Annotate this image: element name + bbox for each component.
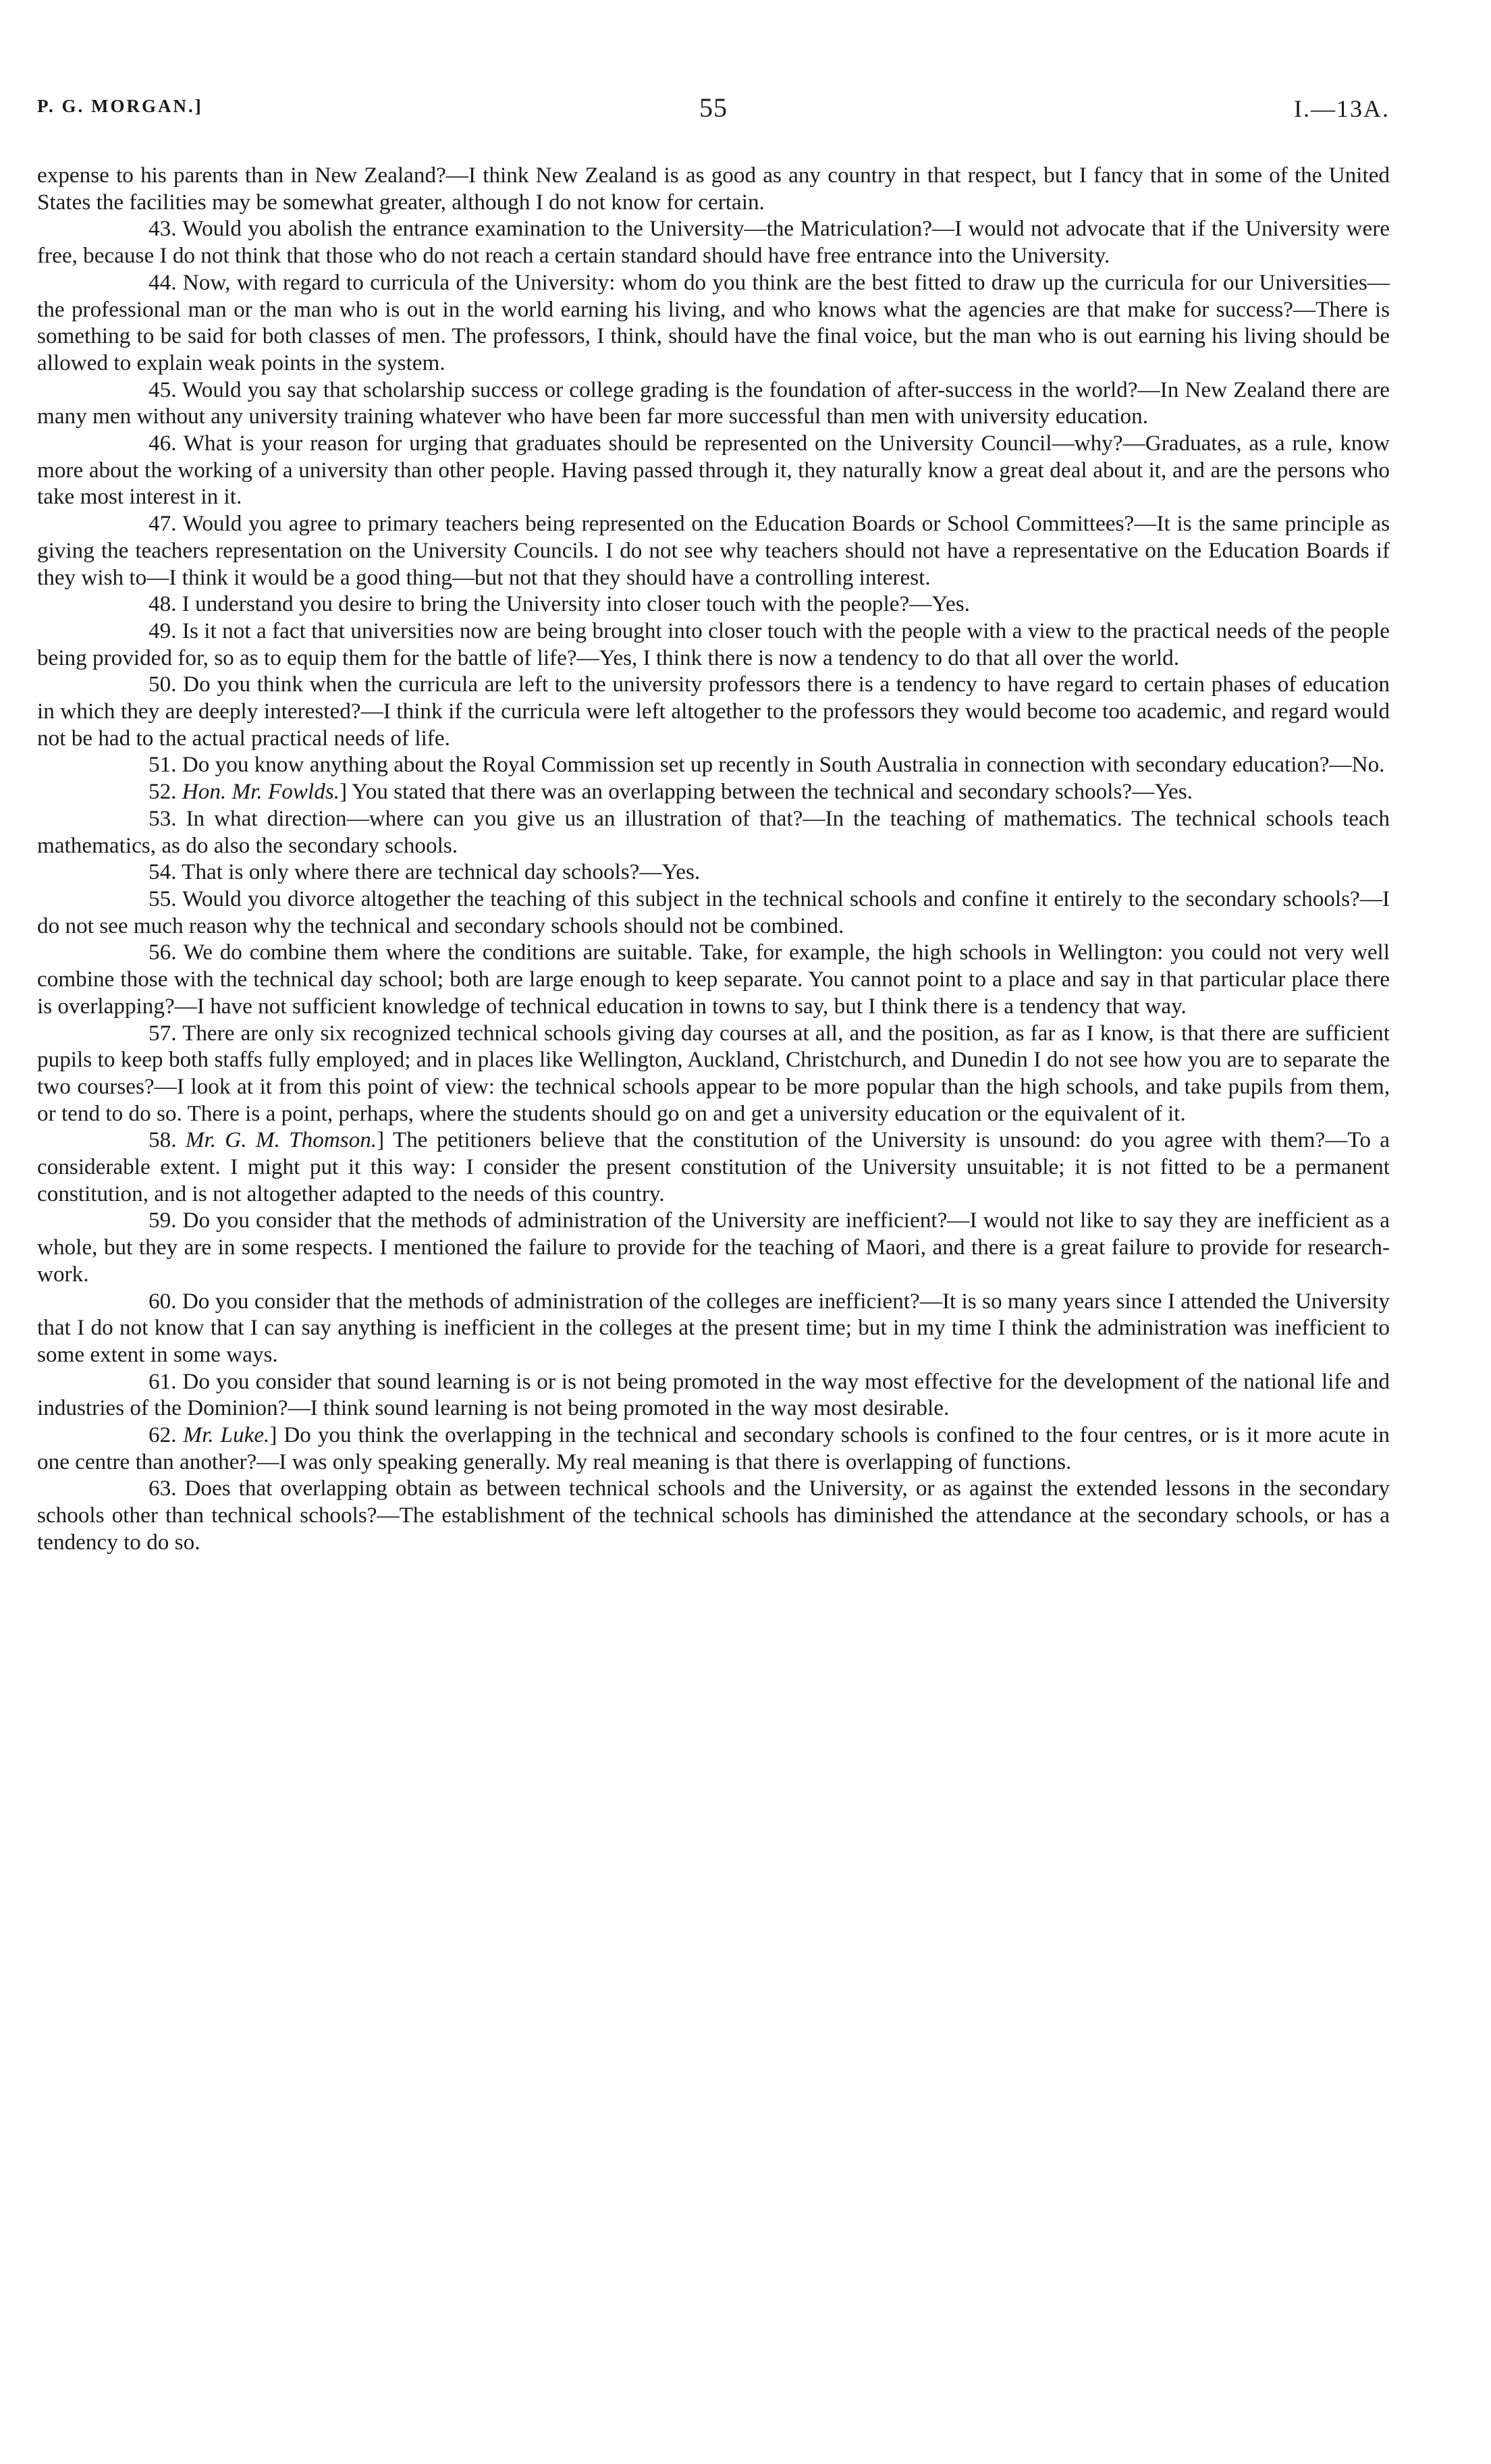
header-witness-name: P. G. MORGAN.] (37, 96, 203, 116)
question-number: 52. (148, 779, 182, 805)
paragraph-q62 (37, 1422, 1390, 1475)
paragraph-q50: 50. Do you think when the curricula are left to the university professors there is a tendency to have regard to certain phases of education in which they are deeply interested?—I think if the curricula were left altogether to the professors they would become too academic, and regard would not be had to the actual practical needs of life. (37, 672, 1390, 751)
paragraph-q63: 63. Does that overlapping obtain as between technical schools and the University, or as against the extended lessons in the secondary schools other than technical schools?—The establishment of the technical schools has diminished the attendance at the secondary schools, or has a tendency to do so. (37, 1476, 1390, 1555)
speaker-name: Hon. Mr. Fowlds. (182, 779, 340, 805)
paragraph-q53: 53. In what direction—where can you give us an illustration of that?—In the teaching of mathematics. The technical schools teach mathematics, as do also the secondary schools. (37, 805, 1390, 858)
paragraph-q54: 54. That is only where there are technical day schools?—Yes. (148, 859, 701, 885)
paragraph-q46: 46. What is your reason for urging that graduates should be represented on the University Council—why?—Graduates, as a rule, know more about the working of a university than other people. Having passed through it, they naturally know a great deal about it, and are the persons who take most interest in it. (37, 431, 1390, 510)
paragraph-q56: 56. We do combine them where the conditions are suitable. Take, for example, the high schools in Wellington: you could not very well combine those with the technical day school; both are large enough to keep separate. You cannot point to a place and say in that particular place there is overlapping?—I have not sufficient knowledge of technical education in towns to say, but I think there is a tendency that way. (37, 940, 1390, 1019)
paragraph-text: ] Do you think the overlapping in the technical and secondary schools is confined to the four centres, or is it more acute in one centre than another?—I was only speaking generally. My real meaning is that there is overlapping of functions. (37, 1422, 1390, 1474)
paragraph-q47: 47. Would you agree to primary teachers being represented on the Education Boards or School Committees?—It is the same principle as giving the teachers representation on the University Councils. I do not see why teachers should not have a representative on the Education Boards if they wish to—I think it would be a good thing—but not that they should have a controlling interest. (37, 511, 1390, 590)
page-header (37, 92, 1390, 136)
paragraph-q58 (37, 1127, 1390, 1207)
paragraph-q48: 48. I understand you desire to bring the University into closer touch with the people?—Yes. (148, 591, 970, 617)
paragraph-q49: 49. Is it not a fact that universities now are being brought into closer touch with the people with a view to the practical needs of the people being provided for, so as to equip them for the battle of life?—Yes, I think there is now a tendency to do that all over the world. (37, 618, 1390, 670)
speaker-name: Mr. G. M. Thomson. (185, 1127, 377, 1153)
testimony-body (37, 162, 1390, 1556)
paragraph-q61: 61. Do you consider that sound learning is or is not being promoted in the way most effective for the development of the national life and industries of the Dominion?—I think sound learning is not being promoted in the way most desirable. (37, 1368, 1390, 1421)
paragraph-continued: expense to his parents than in New Zealand?—I think New Zealand is as good as any country in that respect, but I fancy that in some of the United States the facilities may be somewhat greater, although I do not know for certain. (37, 163, 1390, 215)
paragraph-q51: 51. Do you know anything about the Royal Commission set up recently in South Australia in connection with secondary education?—No. (148, 752, 1385, 778)
paragraph-q52 (37, 778, 1390, 805)
paragraph-q45: 45. Would you say that scholarship success or college grading is the foundation of after-success in the world?—In New Zealand there are many men without any university training whatever who have been far more successful than men with university education. (37, 377, 1390, 429)
paragraph-q59: 59. Do you consider that the methods of administration of the University are inefficient?—I would not like to say they are inefficient as a whole, but they are in some respects. I mentioned the failure to provide for the teaching of Maori, and there is a great failure to provide for research-work. (37, 1208, 1390, 1287)
paragraph-q60: 60. Do you consider that the methods of administration of the colleges are inefficient?—It is so many years since I attended the University that I do not know that I can say anything is inefficient in the colleges at the present time; but in my time I think the administration was inefficient to some extent in some ways. (37, 1288, 1390, 1367)
speaker-name: Mr. Luke. (183, 1422, 270, 1448)
paragraph-text: ] The petitioners believe that the constitution of the University is unsound: do you agree with them?—To a considerable extent. I might put it this way: I consider the present constitution of the University unsuitable; it is not fitted to be a permanent constitution, and is not altogether adapted to the needs of this country. (37, 1127, 1390, 1206)
paragraph-q57: 57. There are only six recognized technical schools giving day courses at all, and the position, as far as I know, is that there are sufficient pupils to keep both staffs fully employed; and in places like Wellington, Auckland, Christchurch, and Dunedin I do not see how you are to separate the two courses?—I look at it from this point of view: the technical schools appear to be more popular than the high schools, and take pupils from them, or tend to do so. There is a point, perhaps, where the students should go on and get a university education or the equivalent of it. (37, 1020, 1390, 1126)
header-report-code: I.—13A. (1294, 95, 1390, 122)
paragraph-q43: 43. Would you abolish the entrance examination to the University—the Matriculation?—I would not advocate that if the University were free, because I do not think that those who do not reach a certain standard should have free entrance into the University. (37, 216, 1390, 269)
question-number: 58. (148, 1127, 186, 1153)
paragraph-text: ] You stated that there was an overlapping between the technical and secondary schools?—Yes. (340, 779, 1193, 805)
question-number: 62. (148, 1422, 184, 1448)
paragraph-q44: 44. Now, with regard to curricula of the University: whom do you think are the best fitted to draw up the curricula for our Universities—the professional man or the man who is out in the world earning his living, and who knows what the agencies are that make for success?—There is something to be said for both classes of men. The professors, I think, should have the final voice, but the man who is out earning his living should be allowed to explain weak points in the system. (37, 269, 1390, 375)
page-number: 55 (699, 92, 728, 123)
paragraph-q55: 55. Would you divorce altogether the teaching of this subject in the technical schools and confine it entirely to the secondary schools?—I do not see much reason why the technical and secondary schools should not be combined. (37, 886, 1390, 938)
